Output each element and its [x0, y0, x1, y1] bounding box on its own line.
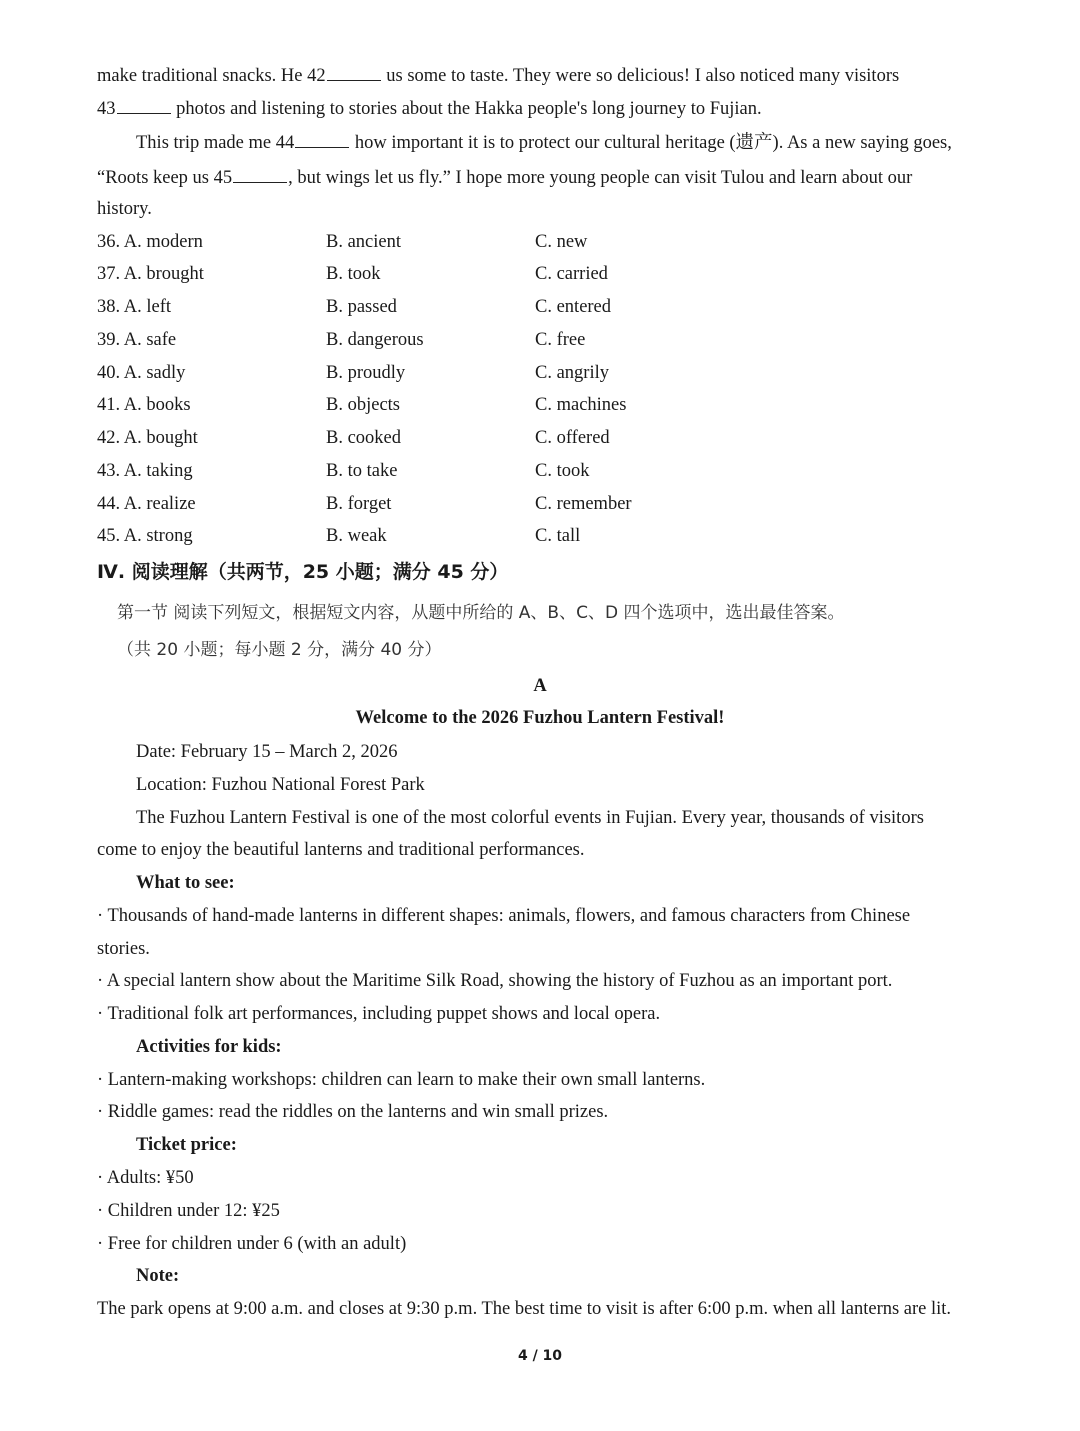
option-b: B. objects: [326, 395, 400, 415]
option-a: 45. A. strong: [97, 526, 193, 546]
ticket-heading: Ticket price:: [136, 1135, 237, 1155]
passage-line-1: [97, 62, 899, 88]
list-item: · Children under 12: ¥25: [97, 1201, 280, 1221]
option-a: 41. A. books: [97, 395, 191, 415]
note-text: The park opens at 9:00 a.m. and closes at 9:30 p.m. The best time to visit is after 6:00 p.m. when all lanterns are lit.: [97, 1299, 952, 1319]
note-heading: Note:: [136, 1266, 180, 1286]
answer-blank-44: [295, 129, 349, 148]
option-b: B. proudly: [326, 363, 406, 383]
passage-text: “Roots keep us 45: [97, 168, 233, 188]
option-b: B. weak: [326, 526, 387, 546]
option-c: C. free: [535, 330, 586, 350]
option-a: 36. A. modern: [97, 232, 203, 252]
passage-line-2: [97, 95, 762, 121]
option-c: C. remember: [535, 494, 632, 514]
passage-text: 43: [97, 99, 116, 119]
option-b: B. ancient: [326, 232, 402, 252]
passage-text: , but wings let us fly.” I hope more young people can visit Tulou and learn about our: [288, 168, 913, 188]
option-b: B. forget: [326, 494, 392, 514]
article-date: Date: February 15 – March 2, 2026: [136, 742, 398, 762]
list-item: · Thousands of hand-made lanterns in different shapes: animals, flowers, and famous characters from Chinese: [97, 906, 911, 926]
passage-text: photos and listening to stories about the Hakka people's long journey to Fujian.: [171, 99, 762, 119]
option-a: 39. A. safe: [97, 330, 177, 350]
passage-letter: A: [533, 676, 547, 696]
option-a: 38. A. left: [97, 297, 171, 317]
option-a: 43. A. taking: [97, 461, 193, 481]
option-b: B. passed: [326, 297, 397, 317]
section-instruction-score: （共 20 小题；每小题 2 分，满分 40 分）: [117, 640, 442, 660]
article-intro-cont: come to enjoy the beautiful lanterns and traditional performances.: [97, 840, 585, 860]
option-b: B. took: [326, 264, 381, 284]
list-item-cont: stories.: [97, 939, 150, 959]
answer-blank-42: [327, 62, 381, 81]
list-item: · A special lantern show about the Maritime Silk Road, showing the history of Fuzhou as an important port.: [97, 971, 893, 991]
option-c: C. angrily: [535, 363, 609, 383]
list-item: · Adults: ¥50: [97, 1168, 194, 1188]
option-a: 40. A. sadly: [97, 363, 186, 383]
option-b: B. dangerous: [326, 330, 424, 350]
option-a: 37. A. brought: [97, 264, 204, 284]
answer-blank-45: [233, 164, 287, 183]
option-c: C. carried: [535, 264, 608, 284]
option-a: 42. A. bought: [97, 428, 198, 448]
article-location: Location: Fuzhou National Forest Park: [136, 775, 425, 795]
page-number: 4 / 10: [517, 1348, 563, 1364]
list-item: · Free for children under 6 (with an adult): [97, 1234, 407, 1254]
option-c: C. took: [535, 461, 590, 481]
option-c: C. entered: [535, 297, 612, 317]
option-a: 44. A. realize: [97, 494, 196, 514]
passage-line-4: [97, 164, 912, 190]
article-title: Welcome to the 2026 Fuzhou Lantern Festival!: [355, 708, 725, 728]
answer-blank-43: [117, 95, 171, 114]
kids-heading: Activities for kids:: [136, 1037, 282, 1057]
section-instruction: 第一节 阅读下列短文，根据短文内容，从题中所给的 A、B、C、D 四个选项中，选出最佳答案。: [117, 603, 845, 623]
option-c: C. machines: [535, 395, 627, 415]
option-b: B. to take: [326, 461, 398, 481]
passage-text: This trip made me 44: [136, 133, 295, 153]
passage-text: how important it is to protect our cultural heritage (遗产). As a new saying goes,: [350, 133, 952, 153]
option-c: C. offered: [535, 428, 610, 448]
list-item: · Riddle games: read the riddles on the lanterns and win small prizes.: [97, 1102, 609, 1122]
passage-text: make traditional snacks. He 42: [97, 66, 326, 86]
option-b: B. cooked: [326, 428, 402, 448]
passage-line-3: [136, 129, 952, 155]
option-c: C. tall: [535, 526, 581, 546]
what-to-see-heading: What to see:: [136, 873, 235, 893]
passage-text: us some to taste. They were so delicious! I also noticed many visitors: [381, 66, 900, 86]
article-intro: The Fuzhou Lantern Festival is one of the most colorful events in Fujian. Every year, thousands of visitors: [136, 808, 924, 828]
section-heading: Ⅳ. 阅读理解（共两节，25 小题；满分 45 分）: [97, 561, 509, 583]
option-c: C. new: [535, 232, 588, 252]
passage-line-5: history.: [97, 199, 152, 219]
list-item: · Traditional folk art performances, including puppet shows and local opera.: [97, 1004, 661, 1024]
list-item: · Lantern-making workshops: children can learn to make their own small lanterns.: [97, 1070, 706, 1090]
